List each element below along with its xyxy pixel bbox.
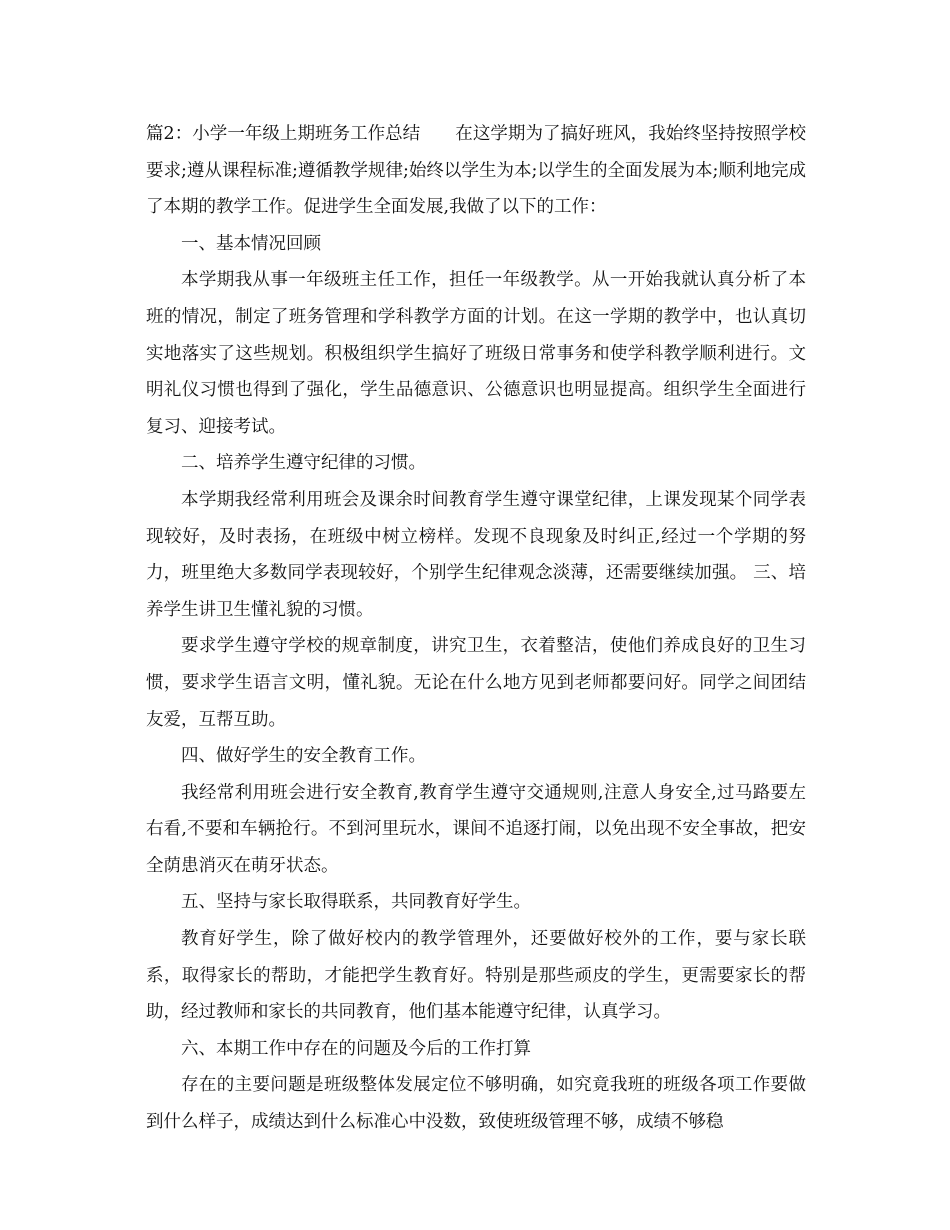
body-paragraph-1: 本学期我从事一年级班主任工作，担任一年级教学。从一开始我就认真分析了本班的情况，制定了班务管理和学科教学方面的计划。在这一学期的教学中，也认真切实地落实了这些规划。积极组织学生搞好了班级日常事务和使学科教学顺利进行。文明礼仪习惯也得到了强化，学生品德意识、公德意识也明显提高。组织学生全面进行复习、迎接考试。 (146, 270, 806, 437)
section-heading-5: 五、坚持与家长取得联系，共同教育好学生。 (181, 892, 531, 913)
intro-paragraph: 篇2：小学一年级上期班务工作总结 在这学期为了搞好班风，我始终坚持按照学校要求;遵从课程标准;遵循教学规律;始终以学生为本;以学生的全面发展为本;顺利地完成了本期的教学工作。促进学生全面发展,我做了以下的工作： (146, 124, 806, 218)
document-body (146, 116, 806, 1141)
section-heading-6: 六、本期工作中存在的问题及今后的工作打算 (181, 1038, 531, 1059)
body-paragraph-5: 教育好学生，除了做好校内的教学管理外，还要做好校外的工作，要与家长联系，取得家长的帮助，才能把学生教育好。特别是那些顽皮的学生，更需要家长的帮助，经过教师和家长的共同教育，他们基本能遵守纪律，认真学习。 (146, 929, 806, 1023)
section-heading-1: 一、基本情况回顾 (181, 233, 321, 254)
body-paragraph-2: 本学期我经常利用班会及课余时间教育学生遵守课堂纪律，上课发现某个同学表现较好，及时表扬，在班级中树立榜样。发现不良现象及时纠正,经过一个学期的努力，班里绝大多数同学表现较好，个别学生纪律观念淡薄，还需要继续加强。 三、培养学生讲卫生懂礼貌的习惯。 (146, 489, 806, 620)
body-paragraph-6: 存在的主要问题是班级整体发展定位不够明确，如究竟我班的班级各项工作要做到什么样子，成绩达到什么标准心中没数，致使班级管理不够，成绩不够稳 (146, 1075, 806, 1133)
section-heading-2: 二、培养学生遵守纪律的习惯。 (181, 453, 426, 474)
section-heading-4: 四、做好学生的安全教育工作。 (181, 746, 426, 767)
body-paragraph-4: 我经常利用班会进行安全教育,教育学生遵守交通规则,注意人身安全,过马路要左右看,不要和车辆抢行。不到河里玩水，课间不追逐打闹，以免出现不安全事故，把安全荫患消灭在萌牙状态。 (146, 782, 806, 876)
body-paragraph-3: 要求学生遵守学校的规章制度，讲究卫生，衣着整洁，使他们养成良好的卫生习惯，要求学生语言文明，懂礼貌。无论在什么地方见到老师都要问好。同学之间团结友爱，互帮互助。 (146, 636, 806, 730)
